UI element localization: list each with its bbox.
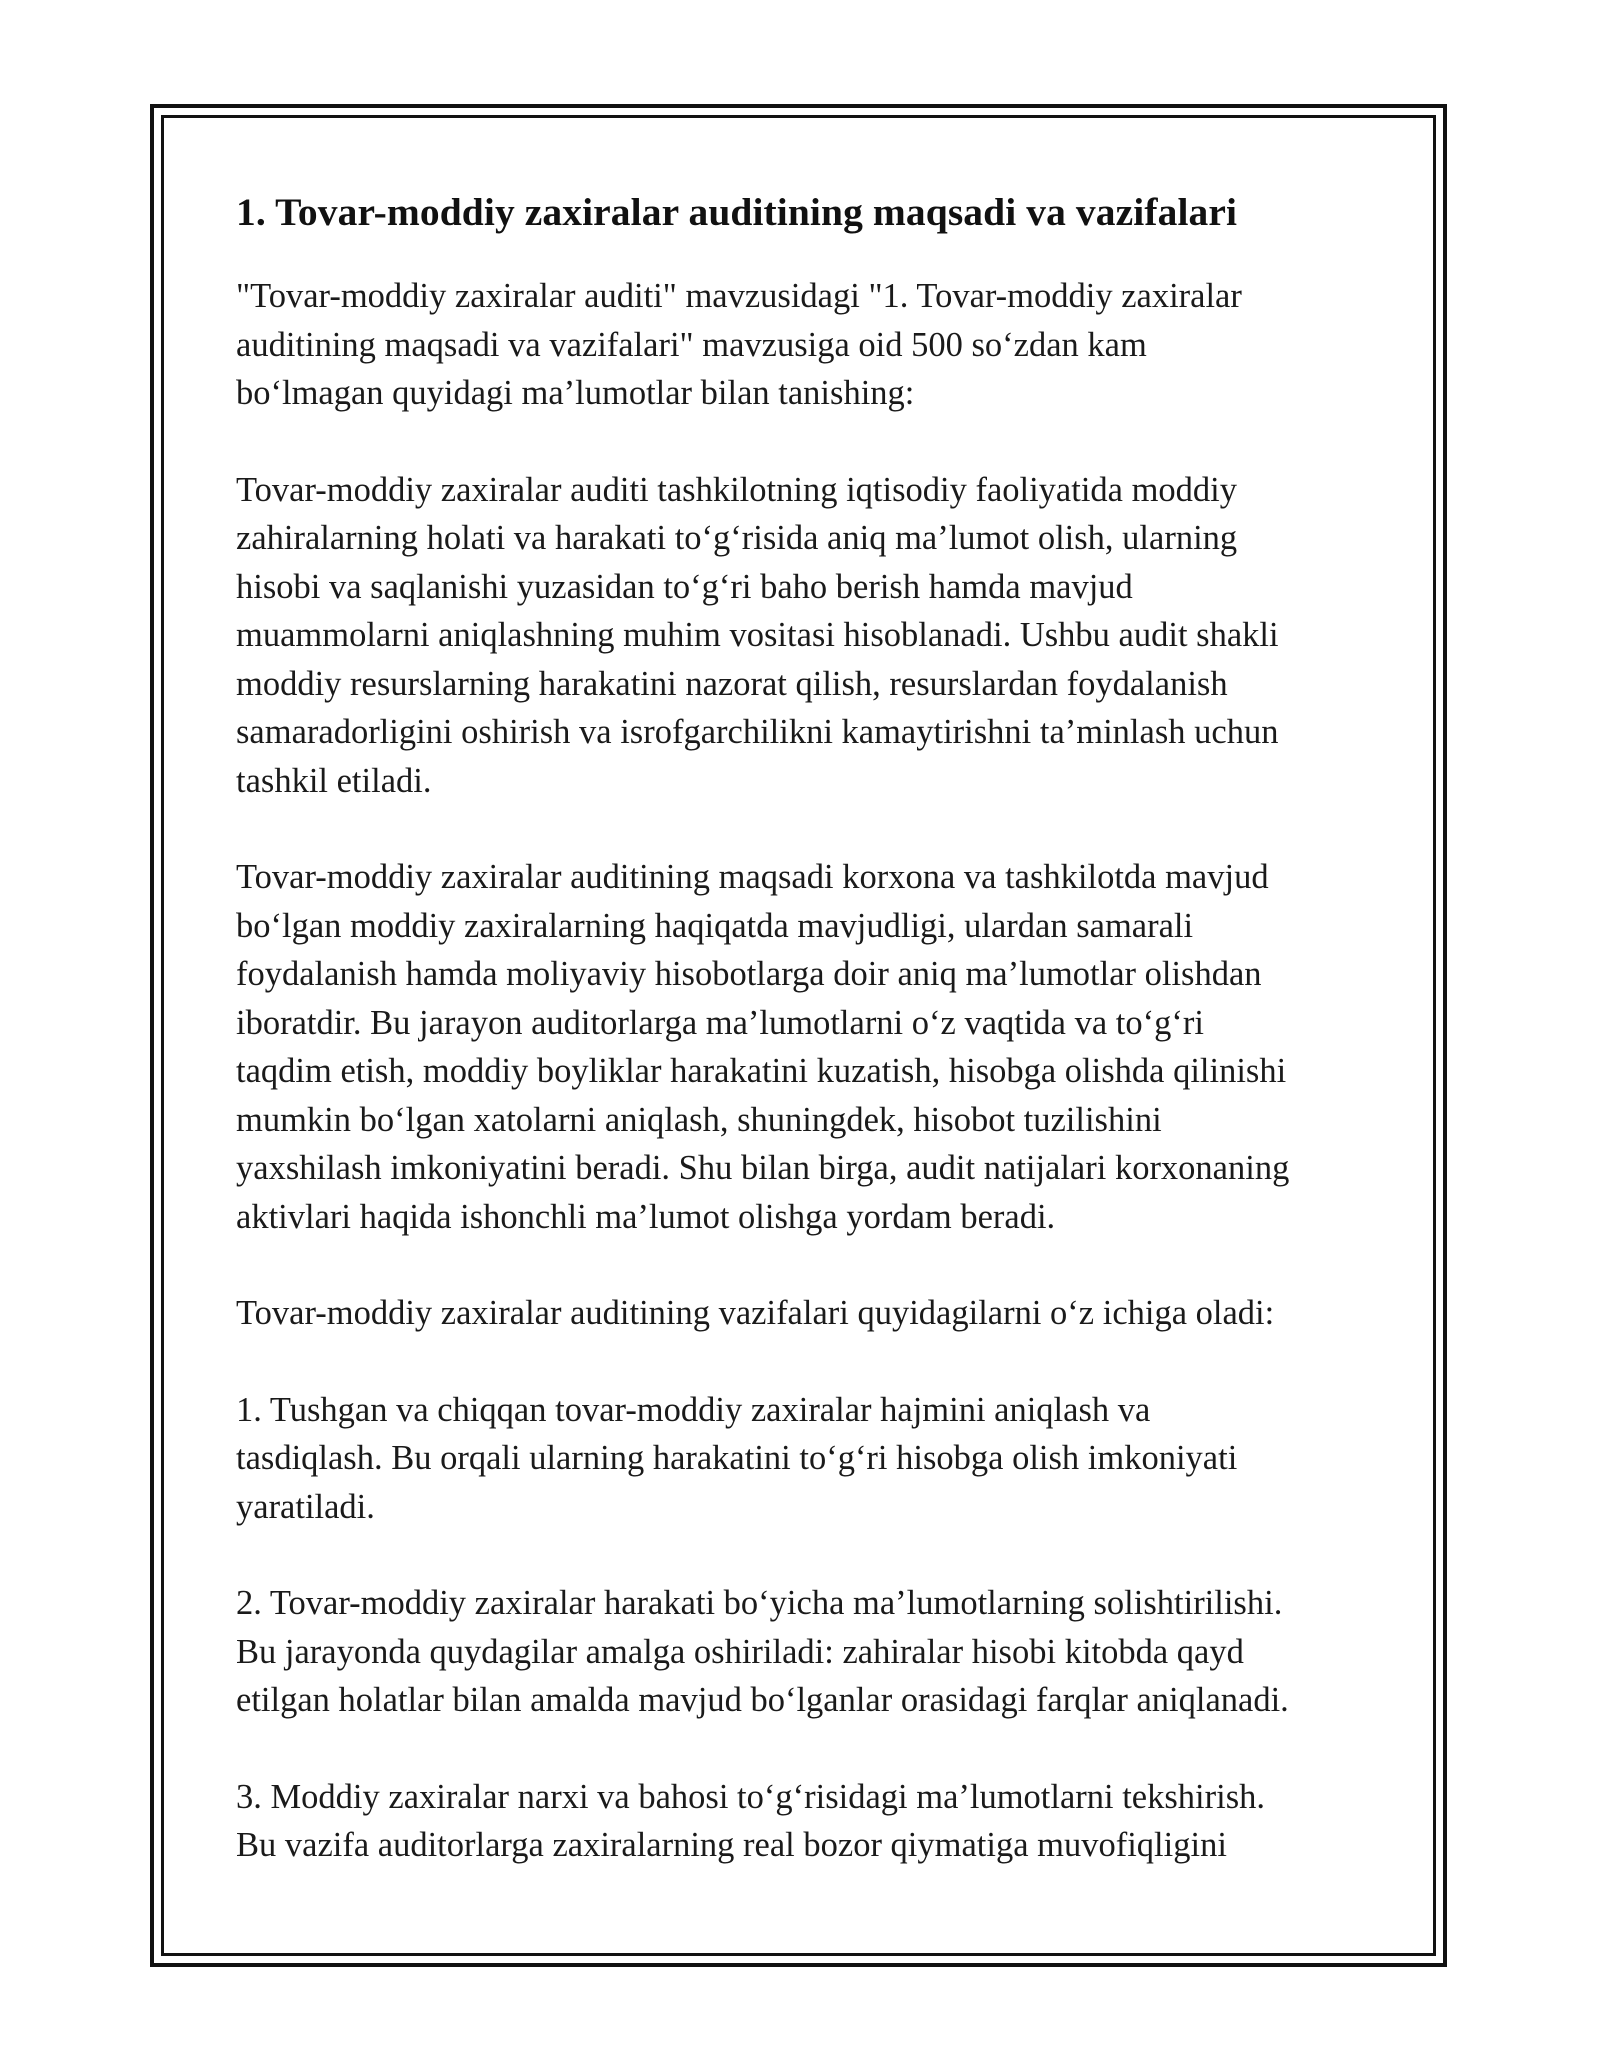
- document-content: [236, 186, 1366, 1918]
- list-item-task-1: 1. Tushgan va chiqqan tovar-moddiy zaxiralar hajmini aniqlash va tasdiqlash. Bu orqali ularning harakatini to‘g‘ri hisobga olish imkoniyati yaratiladi.: [236, 1390, 1238, 1526]
- document-heading: 1. Tovar-moddiy zaxiralar auditining maqsadi va vazifalari: [236, 190, 1238, 234]
- paragraph-overview: Tovar-moddiy zaxiralar auditi tashkilotning iqtisodiy faoliyatida moddiy zahiralarning holati va harakati to‘g‘risida aniq ma’lumot olish, ularning hisobi va saqlanishi yuzasidan to‘g‘ri baho berish hamda mavjud muammolarni aniqlashning muhim vositasi hisoblanadi. Ushbu audit shakli moddiy resurslarning harakatini nazorat qilish, resurslardan foydalanish samaradorligini oshirish va isrofgarchilikni kamaytirishni ta’minlash uchun tashkil etiladi.: [236, 470, 1279, 800]
- list-item-task-2: 2. Tovar-moddiy zaxiralar harakati bo‘yicha ma’lumotlarning solishtirilishi. Bu jarayonda quydagilar amalga oshiriladi: zahiralar hisobi kitobda qayd etilgan holatlar bilan amalda mavjud bo‘lganlar orasidagi farqlar aniqlanadi.: [236, 1584, 1289, 1719]
- paragraph-tasks-intro: Tovar-moddiy zaxiralar auditining vazifalari quyidagilarni o‘z ichiga oladi:: [236, 1294, 1275, 1332]
- paragraph-purpose: Tovar-moddiy zaxiralar auditining maqsadi korxona va tashkilotda mavjud bo‘lgan moddiy zaxiralarning haqiqatda mavjudligi, ulardan samarali foydalanish hamda moliyaviy hisobotlarga doir aniq ma’lumotlar olishdan iboratdir. Bu jarayon auditorlarga ma’lumotlarni o‘z vaqtida va to‘g‘ri taqdim etish, moddiy boyliklar harakatini kuzatish, hisobga olishda qilinishi mumkin bo‘lgan xatolarni aniqlash, shuningdek, hisobot tuzilishini yaxshilash imkoniyatini beradi. Shu bilan birga, audit natijalari korxonaning aktivlari haqida ishonchli ma’lumot olishga yordam beradi.: [236, 858, 1290, 1236]
- list-item-task-3: 3. Moddiy zaxiralar narxi va bahosi to‘g‘risidagi ma’lumotlarni tekshirish. Bu vazifa auditorlarga zaxiralarning real bozor qiymatiga muvofiqligini: [236, 1777, 1266, 1864]
- paragraph-intro: "Tovar-moddiy zaxiralar auditi" mavzusidagi "1. Tovar-moddiy zaxiralar auditining maqsadi va vazifalari" mavzusiga oid 500 so‘zdan kam bo‘lmagan quyidagi ma’lumotlar bilan tanishing:: [236, 277, 1242, 412]
